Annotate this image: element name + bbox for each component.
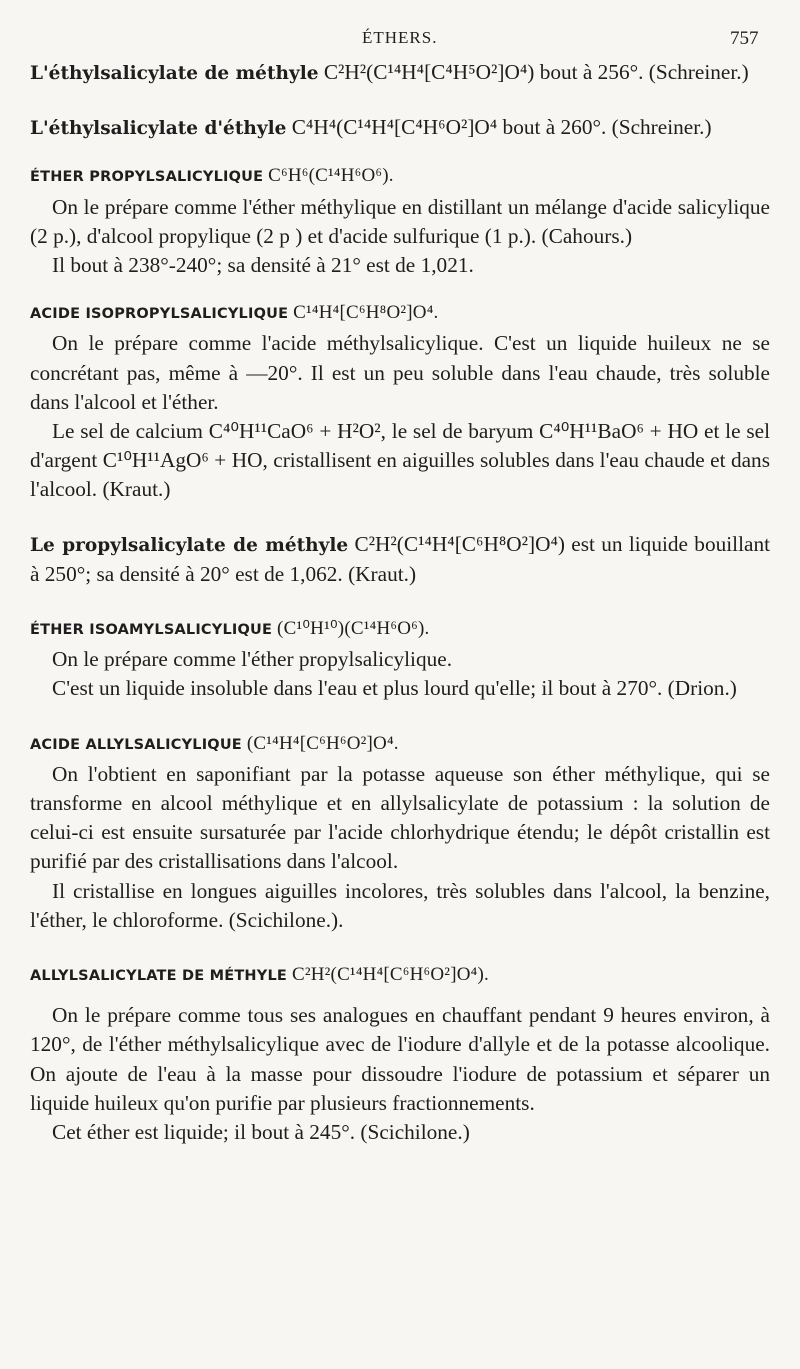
heading-formula: C²H²(C¹⁴H⁴[C⁶H⁶O²]O⁴). <box>287 964 489 986</box>
paragraph: Cet éther est liquide; il bout à 245°. (Scichilone.) <box>52 1120 470 1145</box>
paragraph: On le prépare comme l'acide méthylsalicylique. C'est un liquide huileux ne se concrétant pas, même à —20°. Il est un peu soluble dans l'eau chaude, très soluble dans l'alcool et l'éther. <box>30 331 770 414</box>
running-head: ÉTHERS. <box>362 28 438 47</box>
heading-label: ACIDE ALLYLSALICYLIQUE <box>30 736 242 753</box>
body-text <box>30 58 770 1147</box>
heading-formula: (C¹⁰H¹⁰)(C¹⁴H⁶O⁶). <box>272 618 430 640</box>
compound-name: L'éthylsalicylate d'éthyle <box>30 118 287 140</box>
spacer <box>30 935 770 960</box>
heading-formula: C⁶H⁶(C¹⁴H⁶O⁶). <box>263 165 394 187</box>
compound-name: L'éthylsalicylate de méthyle <box>30 63 319 84</box>
section-heading <box>30 298 770 329</box>
section-heading <box>30 960 770 991</box>
spacer <box>30 589 770 614</box>
heading-formula: C¹⁴H⁴[C⁶H⁸O²]O⁴. <box>288 302 439 324</box>
spacer <box>30 280 770 298</box>
paragraph: On le prépare comme l'éther méthylique en distillant un mélange d'acide salicylique (2 p.), d'alcool propylique (2 p ) et d'acide sulfurique (1 p.). (Cahours.) <box>30 194 770 248</box>
page-number: 757 <box>730 28 759 49</box>
page-header <box>0 28 800 54</box>
paragraph: On le prépare comme tous ses analogues en chauffant pendant 9 heures environ, à 120°, de l'éther méthylsalicylique avec de l'iodure d'allyle et de la potasse alcoolique. On ajoute de l'eau à la masse pour dissoudre l'iodure de potassium et séparer un liquide huileux qu'on purifie par plusieurs fractionnements. <box>30 1003 770 1115</box>
entry-text: C²H²(C¹⁴H⁴[C⁶H⁸O²]O⁴) est un liquide bouillant à 250°; sa densité à 20° est de 1,062. (Kraut.) <box>30 531 771 586</box>
spacer <box>30 505 770 530</box>
paragraph: Il bout à 238°-240°; sa densité à 21° est de 1,021. <box>52 253 474 278</box>
heading-label: ÉTHER ISOAMYLSALICYLIQUE <box>30 622 273 639</box>
section-heading <box>30 614 770 645</box>
paragraph: Le sel de calcium C⁴⁰H¹¹CaO⁶ + H²O², le sel de baryum C⁴⁰H¹¹BaO⁶ + HO et le sel d'argent C¹⁰H¹¹AgO⁶ + HO, cristallisent en aiguilles solubles dans l'eau chaude et dans l'alcool. (Kraut.) <box>30 419 770 502</box>
spacer <box>30 143 770 161</box>
spacer <box>30 704 770 729</box>
paragraph: On le prépare comme l'éther propylsalicylique. <box>52 647 453 672</box>
spacer <box>30 88 770 113</box>
spacer <box>30 991 770 1001</box>
section-heading <box>30 161 770 192</box>
paragraph: C'est un liquide insoluble dans l'eau et plus lourd qu'elle; il bout à 270°. (Drion.) <box>52 676 737 701</box>
entry-text: C²H²(C¹⁴H⁴[C⁴H⁵O²]O⁴) bout à 256°. (Schreiner.) <box>318 60 749 84</box>
heading-formula: (C¹⁴H⁴[C⁶H⁶O²]O⁴. <box>241 732 399 754</box>
section-heading <box>30 729 770 760</box>
compound-entry <box>30 113 770 143</box>
heading-label: ALLYLSALICYLATE DE MÉTHYLE <box>30 968 287 985</box>
heading-label: ÉTHER PROPYLSALICYLIQUE <box>30 169 264 186</box>
compound-name: Le propylsalicylate de méthyle <box>30 534 349 556</box>
compound-entry <box>30 58 770 88</box>
paragraph: Il cristallise en longues aiguilles incolores, très solubles dans l'alcool, la benzine, l'éther, le chloroforme. (Scichilone.). <box>30 878 770 932</box>
compound-entry <box>30 530 770 589</box>
heading-label: ACIDE ISOPROPYLSALICYLIQUE <box>30 306 289 323</box>
entry-text: C⁴H⁴(C¹⁴H⁴[C⁴H⁶O²]O⁴ bout à 260°. (Schreiner.) <box>286 115 712 140</box>
paragraph: On l'obtient en saponifiant par la potasse aqueuse son éther méthylique, qui se transforme en alcool méthylique et en allylsalicylate de potassium : la solution de celui-ci est ensuite sursaturée par l'acide chlorhydrique étendu; le dépôt cristallin est purifié par des cristallisations dans l'alcool. <box>30 761 770 874</box>
